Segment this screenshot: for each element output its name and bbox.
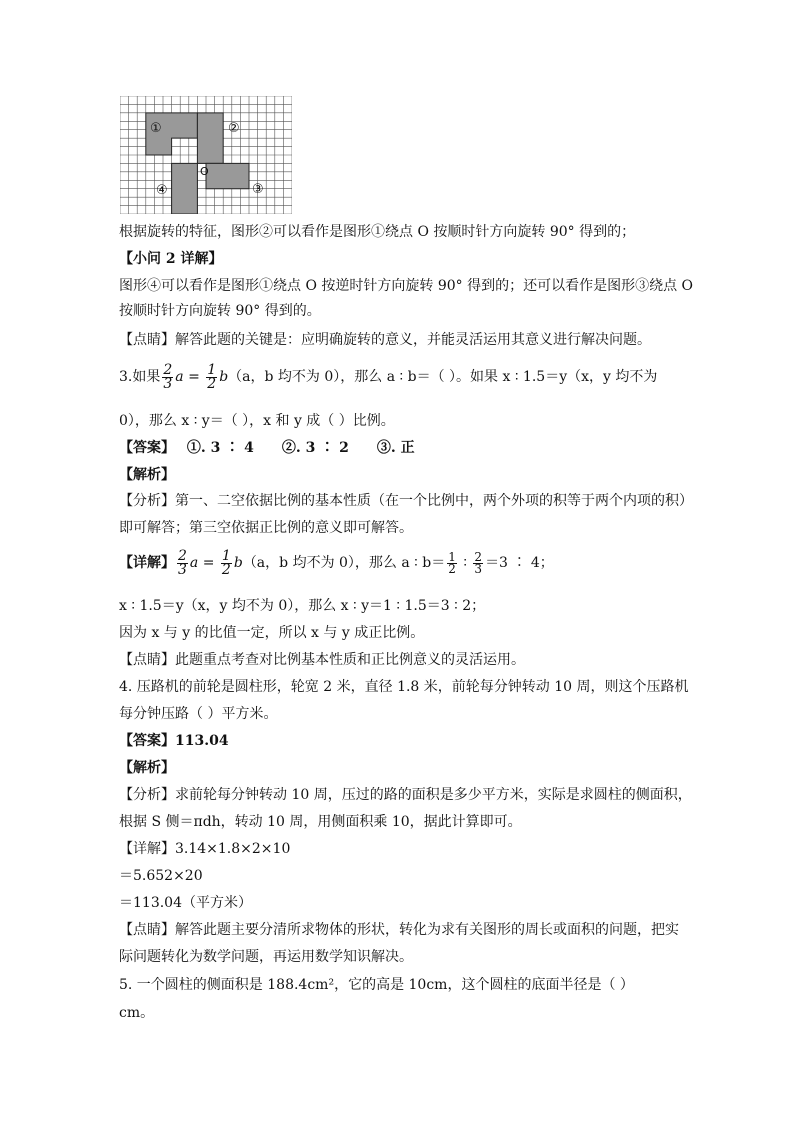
label-2: ② <box>228 121 240 136</box>
fenxi-3-line1: 【分析】第一、二空依据比例的基本性质（在一个比例中，两个外项的积等于两个内项的积） <box>119 493 693 509</box>
label-4: ④ <box>156 183 168 198</box>
center-label-o: O <box>200 165 209 178</box>
label-1: ① <box>150 121 162 136</box>
fenxi-4-line1: 【分析】求前轮每分钟转动 10 周，压过的路的面积是多少平方米，实际是求圆柱的侧面积， <box>119 787 692 803</box>
fraction-1-2-c: $\frac{1}{2}$ <box>448 549 456 576</box>
xiangjie-4-line3: ＝113.04（平方米） <box>119 895 252 911</box>
label-3: ③ <box>252 182 264 197</box>
question-3-line2: 0），那么 x ∶ y＝（ ），x 和 y 成（ ）比例。 <box>119 413 395 429</box>
text-rotation-1: 根据旋转的特征，图形②可以看作是图形①绕点 O 按顺时针方向旋转 90° 得到的； <box>119 224 636 240</box>
text-rotation-3: 按顺时针方向旋转 90° 得到的。 <box>119 303 321 319</box>
subq2-heading: 【小问 2 详解】 <box>119 251 223 267</box>
dianjing-4-line1: 【点睛】解答此题主要分清所求物体的形状，转化为求有关图形的周长或面积的问题，把实 <box>119 922 679 938</box>
q3-mid: （a，b 均不为 0），那么 a ∶ b＝（ ）。如果 x ∶ 1.5＝y（x，y 均不为 <box>228 369 658 385</box>
var-b: b <box>219 369 229 385</box>
shape-4 <box>172 163 198 214</box>
shape-3 <box>206 163 249 188</box>
fraction-1-2: $\frac{1}{2}$ <box>207 361 217 392</box>
dianjing-3: 【点睛】此题重点考查对比例基本性质和正比例意义的灵活运用。 <box>119 652 525 668</box>
xiangjie-4-line2: ＝5.652×20 <box>119 868 203 884</box>
fraction-2-3: $\frac{2}{3}$ <box>163 361 173 392</box>
var-a: a <box>175 369 184 385</box>
fraction-2-3-c: $\frac{2}{3}$ <box>474 549 483 576</box>
question-3-line1: 3.如果 $\frac{2}{3}$ a = $\frac{1}{2}$ b（a，b 均不为 0），那么 a ∶ b＝（ ）。如果 x ∶ 1.5＝y（x，y 均不为 <box>119 361 658 392</box>
question-4-line1: 4. 压路机的前轮是圆柱形，轮宽 2 米，直径 1.8 米，前轮每分钟转动 10 周，则这个压路机 <box>119 679 689 695</box>
fenxi-4-line2: 根据 S 侧＝πdh，转动 10 周，用侧面积乘 10，据此计算即可。 <box>119 814 522 830</box>
question-5-line1: 5. 一个圆柱的侧面积是 188.4cm²，它的高是 10cm，这个圆柱的底面半径是（ ） <box>119 977 634 993</box>
jiexi-4: 【解析】 <box>119 760 175 776</box>
answer-4: 【答案】113.04 <box>119 733 229 749</box>
shape-2 <box>197 113 223 164</box>
jiexi-3: 【解析】 <box>119 467 175 483</box>
rotation-grid-figure <box>120 96 292 214</box>
xiangjie-4-line1: 【详解】3.14×1.8×2×10 <box>119 841 291 857</box>
text-rotation-2: 图形④可以看作是图形①绕点 O 按逆时针方向旋转 90° 得到的；还可以看作是图形③绕点 O <box>119 278 694 294</box>
xiangjie-3-line3: 因为 x 与 y 的比值一定，所以 x 与 y 成正比例。 <box>119 625 425 641</box>
fenxi-3-line2: 即可解答；第三空依据正比例的意义即可解答。 <box>119 520 413 536</box>
question-4-line2: 每分钟压路（ ）平方米。 <box>119 706 278 722</box>
xiangjie-3-line2: x ∶ 1.5＝y（x，y 均不为 0），那么 x ∶ y＝1 ∶ 1.5＝3 ∶ 2； <box>119 598 486 614</box>
fraction-1-2-b: $\frac{1}{2}$ <box>221 547 231 578</box>
dianjing-rotation: 【点睛】解答此题的关键是：应明确旋转的意义，并能灵活运用其意义进行解决问题。 <box>119 332 651 348</box>
fraction-2-3-b: $\frac{2}{3}$ <box>178 547 187 578</box>
xiangjie-3-line1: 【详解】 $\frac{2}{3}$ a = $\frac{1}{2}$ b（a，b 均不为 0），那么 a ∶ b＝ $\frac{1}{2}$ ∶ $\frac{2}{3}$ ＝3 ∶ 4； <box>119 547 554 578</box>
q3-prefix: 3.如果 <box>119 369 161 385</box>
answer-3: 【答案】 ①. 3 ∶ 4 ②. 3 ∶ 2 ③. 正 <box>119 440 415 456</box>
dianjing-4-line2: 际问题转化为数学问题，再运用数学知识解决。 <box>119 949 413 965</box>
question-5-line2: cm。 <box>119 1005 155 1021</box>
